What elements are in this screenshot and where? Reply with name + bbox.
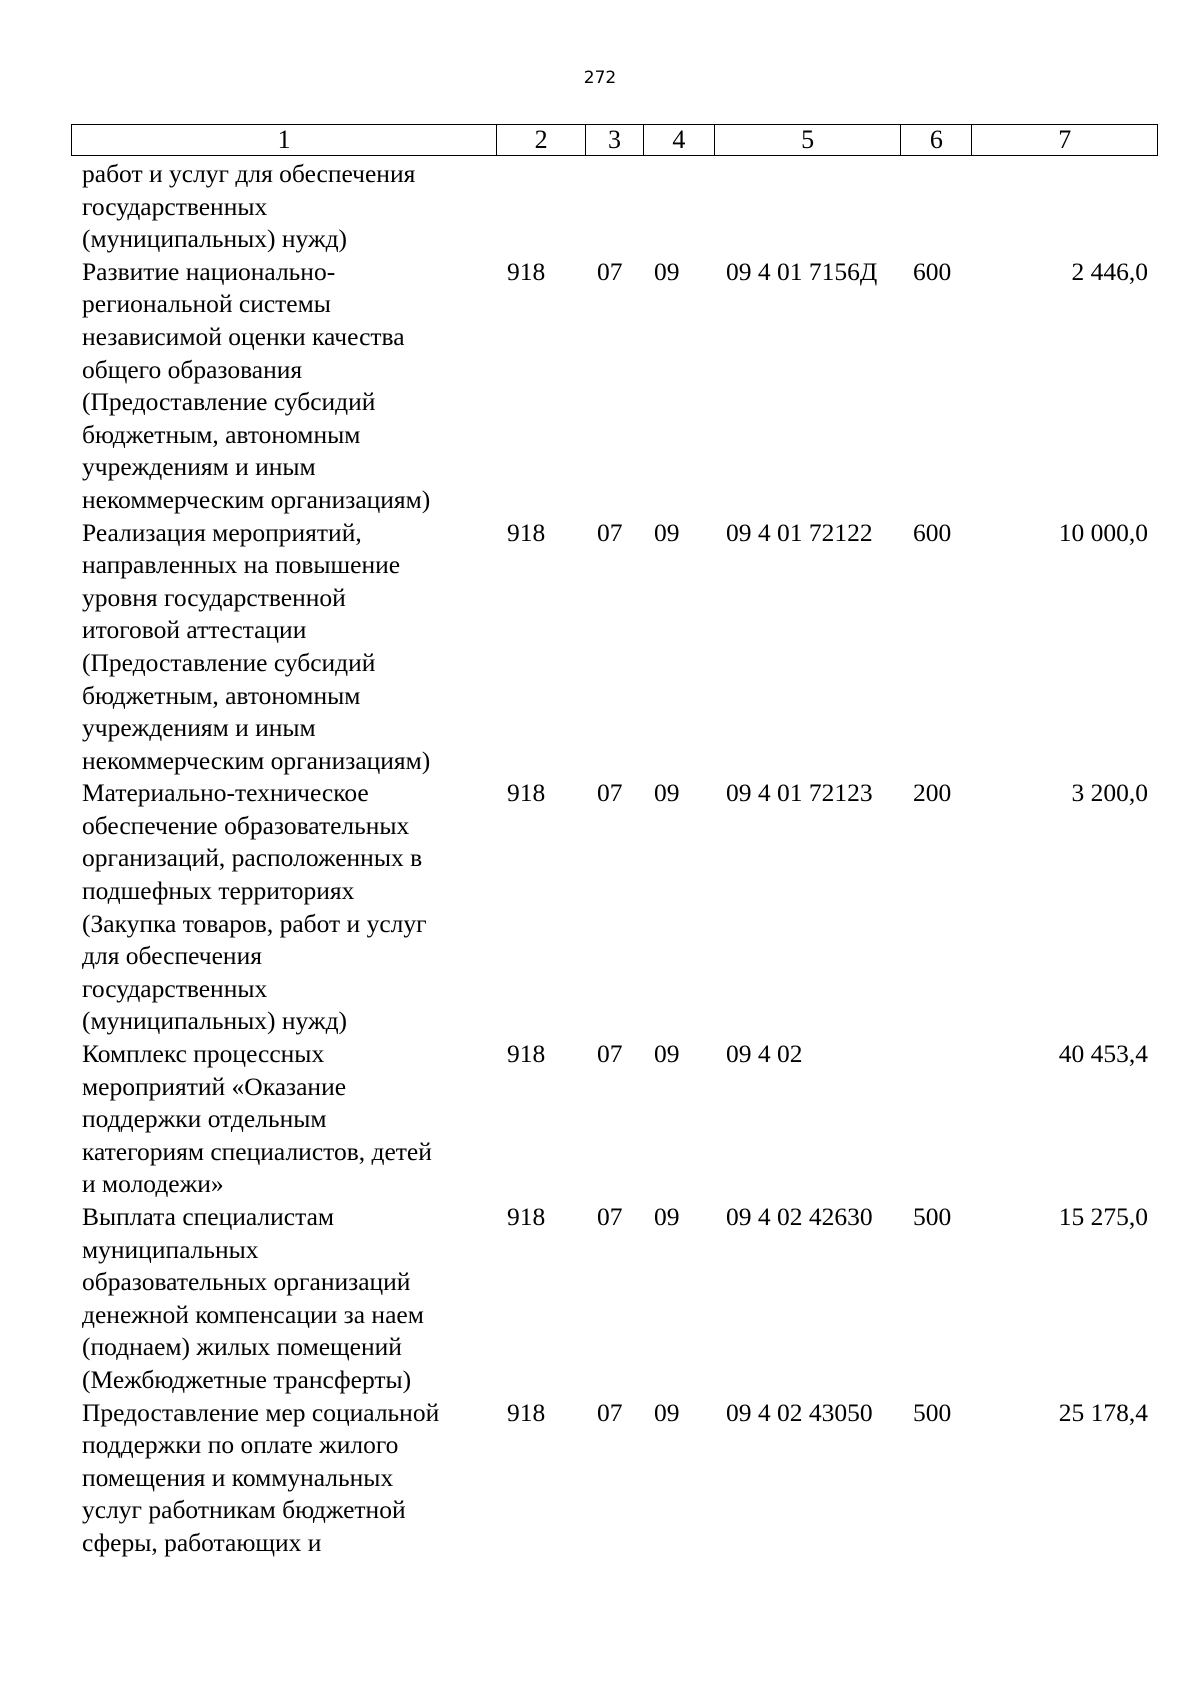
row-description: Предоставление мер социальной поддержки по оплате жилого помещения и коммунальных услуг работникам бюджетной сферы, работающих и: [82, 1397, 440, 1557]
row-col-7: 3 200,0: [1071, 778, 1148, 808]
row-col-5: 09 4 01 72122: [726, 517, 873, 547]
header-col-3: 3: [586, 125, 644, 155]
row-col-7: 25 178,4: [1058, 1397, 1148, 1427]
row-description: работ и услуг для обеспечения государственных (муниципальных) нужд): [82, 159, 416, 254]
row-col-7: 15 275,0: [1058, 1202, 1148, 1231]
row-col-4: 09: [654, 1397, 680, 1427]
row-col-4: 09: [654, 1039, 680, 1069]
row-col-4: 09: [654, 778, 680, 808]
row-col-7: 2 446,0: [1071, 256, 1148, 286]
page-number: 272: [583, 68, 617, 88]
table-row: [71, 158, 1158, 256]
header-col-5: 5: [715, 125, 902, 155]
header-col-7: 7: [1058, 125, 1072, 154]
row-col-5: 09 4 01 7156Д: [726, 256, 878, 286]
row-col-2: 918: [507, 1202, 546, 1231]
row-col-6: 500: [913, 1397, 952, 1427]
row-col-2: 918: [507, 1039, 546, 1069]
row-col-4: 09: [654, 256, 680, 286]
table-row: [71, 777, 1158, 1038]
header-col-4: 4: [644, 125, 715, 155]
row-col-5: 09 4 02: [726, 1039, 803, 1069]
table-row: [71, 1397, 1158, 1560]
row-col-4: 09: [654, 517, 680, 547]
row-col-7: 10 000,0: [1058, 517, 1148, 547]
row-col-7: 40 453,4: [1058, 1039, 1148, 1069]
row-col-4: 09: [654, 1202, 680, 1231]
row-col-2: 918: [507, 1397, 546, 1427]
row-col-3: 07: [597, 1039, 623, 1069]
row-col-5: 09 4 02 42630: [726, 1202, 873, 1231]
row-col-5: 09 4 02 43050: [726, 1397, 873, 1427]
row-col-3: 07: [597, 517, 623, 547]
row-description: Реализация мероприятий, направленных на повышение уровня государственной итоговой аттестации (Предоставление субсидий бюджетным, автономным учреждениям и иным некоммерческим организациям): [82, 517, 431, 775]
table-row: [71, 256, 1158, 517]
row-col-3: 07: [597, 1397, 623, 1427]
header-col-2: 2: [497, 125, 586, 155]
row-col-3: 07: [597, 256, 623, 286]
row-description: Материально-техническое обеспечение образовательных организаций, расположенных в подшефных территориях (Закупка товаров, работ и услуг для обеспечения государственных (муниципальных) нужд): [82, 778, 427, 1036]
table-row: [71, 1201, 1158, 1397]
row-col-2: 918: [507, 256, 546, 286]
row-col-5: 09 4 01 72123: [726, 778, 873, 808]
row-col-6: 600: [913, 256, 952, 286]
row-col-2: 918: [507, 517, 546, 547]
row-description: Выплата специалистам муниципальных образовательных организаций денежной компенсации за наем (поднаем) жилых помещений (Межбюджетные трансферты): [82, 1202, 424, 1394]
row-col-6: 200: [913, 778, 952, 808]
row-col-3: 07: [597, 778, 623, 808]
table-row: [71, 1038, 1158, 1201]
table-header: [71, 124, 1158, 156]
row-col-6: 500: [913, 1202, 952, 1231]
header-col-1: 1: [72, 125, 497, 155]
row-col-3: 07: [597, 1202, 623, 1231]
header-col-6: 6: [901, 125, 972, 155]
row-description: Развитие национально- региональной системы независимой оценки качества общего образования (Предоставление субсидий бюджетным, автономным учреждениям и иным некоммерческим организациям): [82, 256, 431, 514]
row-col-2: 918: [507, 778, 546, 808]
table-body: [71, 158, 1158, 1560]
table-row: [71, 517, 1158, 778]
row-col-6: 600: [913, 517, 952, 547]
row-description: Комплекс процессных мероприятий «Оказание поддержки отдельным категориям специалистов, детей и молодежи»: [82, 1039, 432, 1199]
